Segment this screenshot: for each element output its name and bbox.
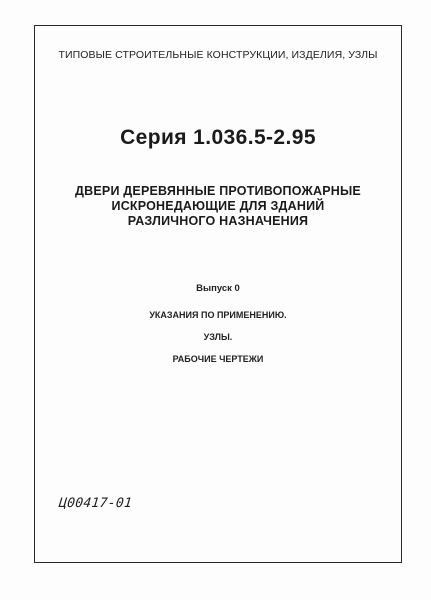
title-frame [34, 25, 402, 563]
contents-list [35, 310, 401, 376]
document-header: ТИПОВЫЕ СТРОИТЕЛЬНЫЕ КОНСТРУКЦИИ, ИЗДЕЛИЯ, УЗЛЫ [58, 49, 378, 61]
title-line-1: ДВЕРИ ДЕРЕВЯННЫЕ ПРОТИВОПОЖАРНЫЕ [75, 184, 361, 198]
title-line-3: РАЗЛИЧНОГО НАЗНАЧЕНИЯ [127, 214, 309, 228]
issue-number: Выпуск 0 [196, 283, 240, 294]
document-title [35, 184, 401, 229]
series-number: Серия 1.036.5-2.95 [120, 126, 316, 149]
title-line-2: ИСКРОНЕДАЮЩИЕ ДЛЯ ЗДАНИЙ [111, 199, 325, 213]
contents-item-drawings: РАБОЧИЕ ЧЕРТЕЖИ [172, 354, 264, 364]
contents-item-instructions: УКАЗАНИЯ ПО ПРИМЕНЕНИЮ. [149, 310, 287, 320]
document-code: Ц00417-01 [58, 496, 133, 511]
contents-item-nodes: УЗЛЫ. [203, 332, 233, 342]
